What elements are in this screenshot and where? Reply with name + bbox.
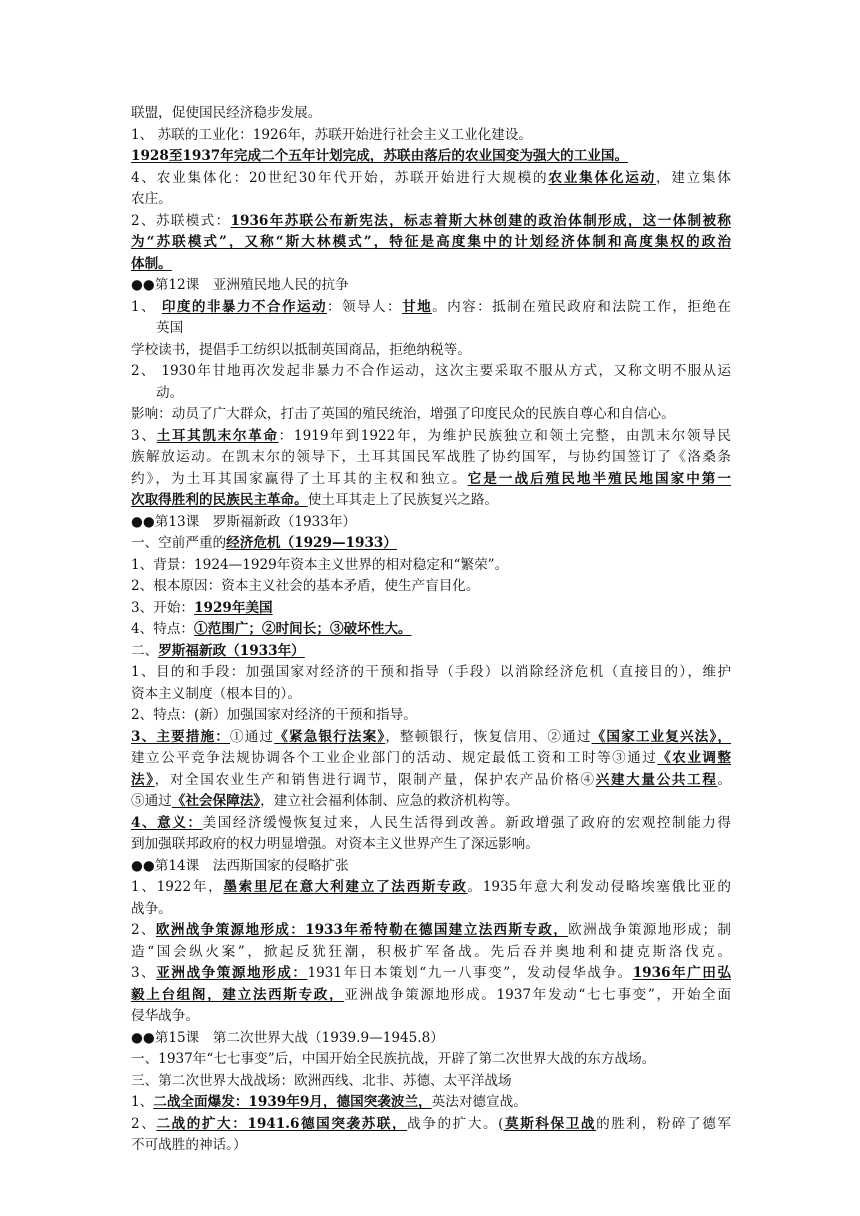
body-text: ，整顿银行，恢复信用、②通过 — [385, 728, 592, 745]
emphasis-text: 土耳其凯末尔革命 — [156, 427, 279, 444]
text-line — [131, 619, 731, 641]
body-text: 2、 1930年甘地再次发起非暴力不合作运动，这次主要采取不服从方式，又称文明不服从运 — [131, 363, 731, 379]
emphasis-text: 4、意义： — [131, 814, 203, 831]
body-text: ●●第12课 亚洲殖民地人民的抗争 — [131, 277, 349, 293]
body-text: 三、第二次世界大战战场：欧洲西线、北非、苏德、太平洋战场 — [131, 1072, 512, 1089]
text-line — [131, 404, 731, 426]
text-line — [131, 1092, 731, 1114]
emphasis-text: 体制。 — [131, 255, 172, 272]
body-text: 1、 — [131, 1094, 154, 1110]
body-text: 3、开始： — [131, 599, 195, 616]
text-line — [131, 168, 731, 190]
text-line — [131, 899, 731, 921]
body-text: ①通过 — [230, 728, 275, 745]
body-text: 2、 — [131, 1115, 157, 1132]
text-line — [131, 985, 731, 1007]
text-line — [131, 942, 731, 964]
emphasis-text: ①范围广；②时间长；③破坏性大。 — [194, 621, 412, 637]
text-line — [131, 189, 731, 211]
text-line — [131, 254, 731, 276]
emphasis-text: 印度的非暴力不合作运动 — [161, 298, 327, 315]
text-line — [131, 490, 731, 512]
text-line — [131, 705, 731, 727]
emphasis-text: 墨索里尼在意大利建立了法西斯专政 — [223, 879, 468, 895]
body-text: ⑤通过 — [131, 793, 172, 809]
emphasis-text: 二战的扩大：1941.6德国突袭苏联， — [156, 1115, 408, 1132]
text-line — [131, 555, 731, 577]
body-text: 2、根本原因：资本主义社会的基本矛盾，使生产盲目化。 — [131, 578, 480, 594]
emphasis-text: 3、主要措施： — [131, 728, 231, 745]
body-text: 英法对德宣战。 — [431, 1094, 527, 1110]
text-line — [131, 1028, 731, 1050]
body-text: 资本主义制度（根本目的）。 — [131, 685, 301, 702]
body-text: 约》，为土耳其国家赢得了土耳其的主权和独立。 — [131, 470, 468, 487]
emphasis-text: 次取得胜利的民族民主革命。 — [131, 492, 308, 508]
body-text: 一、空前严重的 — [131, 535, 227, 551]
emphasis-text: 《紧急银行法案》 — [274, 728, 386, 745]
body-text: 造“国会纵火案”，掀起反犹狂潮，积极扩军备战。先后吞并奥地利和捷克斯洛伐克。 — [131, 943, 731, 960]
body-text: 1、背景：1924—1929年资本主义世界的相对稳定和“繁荣”。 — [131, 556, 509, 573]
text-line — [131, 426, 731, 448]
document-page — [131, 103, 731, 1157]
emphasis-text: 1936年苏联公布新宪法，标志着斯大林创建的政治体制形成，这一体制被称 — [230, 212, 731, 229]
body-text: 动。 — [156, 384, 184, 401]
body-text: 1、 苏联的工业化：1926年，苏联开始进行社会主义工业化建设。 — [131, 126, 533, 143]
body-text: 学校读书，提倡手工纺织以抵制英国商品，拒绝纳税等。 — [131, 341, 471, 358]
body-text: 英国 — [156, 320, 184, 336]
text-line — [131, 211, 731, 233]
body-text: ●●第13课 罗斯福新政（1933年） — [131, 513, 357, 530]
text-line — [131, 447, 731, 469]
text-line — [131, 813, 731, 835]
emphasis-text: 甘地 — [402, 298, 433, 315]
text-line — [131, 469, 731, 491]
text-line — [131, 318, 731, 340]
body-text: 建立公平竞争法规协调各个工业企业部门的活动、规定最低工资和工时等③通过 — [131, 750, 658, 766]
text-line — [131, 770, 731, 792]
text-line — [131, 1049, 731, 1071]
emphasis-text: 1929年美国 — [194, 599, 273, 616]
emphasis-text: 1928至1937年完成二个五年计划完成，苏联由落后的农业国变为强大的工业国。 — [131, 148, 629, 164]
emphasis-text: 莫斯科保卫战 — [503, 1115, 597, 1132]
body-text: 侵华战争。 — [131, 1008, 199, 1024]
emphasis-text: 《社会保障法》 — [171, 793, 261, 809]
body-text: 1、1922年， — [131, 879, 224, 895]
text-line — [131, 727, 731, 749]
text-line — [131, 232, 731, 254]
text-line — [131, 1006, 731, 1028]
body-text: 1、 — [131, 298, 162, 315]
emphasis-text: 罗斯福新政（1933年） — [158, 642, 305, 659]
body-text: 战争的扩大。( — [407, 1115, 504, 1132]
body-text: 1、目的和手段：加强国家对经济的干预和指导（手段）以消除经济危机（直接目的），维护 — [131, 664, 731, 680]
body-text: ●●第14课 法西斯国家的侵略扩张 — [131, 857, 349, 874]
text-line — [131, 856, 731, 878]
text-line — [131, 383, 731, 405]
text-line — [131, 533, 731, 555]
emphasis-text: 1936年广田弘 — [632, 965, 731, 981]
emphasis-text: 亚洲战争策源地形成： — [156, 965, 308, 981]
text-line — [131, 1114, 731, 1136]
body-text: 使土耳其走上了民族复兴之路。 — [307, 492, 499, 508]
body-text: ●●第15课 第二次世界大战（1939.9—1945.8） — [131, 1029, 444, 1046]
body-text: 的胜利，粉碎了德军 — [596, 1115, 731, 1132]
emphasis-text: 《国家工业复兴法》， — [591, 728, 732, 745]
text-line — [131, 1135, 731, 1157]
text-line — [131, 297, 731, 319]
body-text: 1931年日本策划“九一八事变”，发动侵华战争。 — [307, 965, 633, 981]
text-line — [131, 791, 731, 813]
body-text: 欧洲战争策源地形成；制 — [568, 922, 731, 938]
emphasis-text: 农业集体化运动 — [548, 169, 656, 186]
emphasis-text: 毅上台组阁，建立法西斯专政， — [131, 986, 345, 1003]
emphasis-text: 经济危机（1929—1933） — [226, 535, 397, 551]
body-text: 。1935年意大利发动侵略埃塞俄比亚的 — [467, 879, 731, 895]
emphasis-text: 兴建大量公共工程 — [595, 771, 718, 788]
body-text: 2、苏联模式： — [131, 212, 231, 229]
body-text: ，建立集体 — [655, 169, 732, 186]
text-line — [131, 598, 731, 620]
body-text: 农庄。 — [131, 191, 172, 207]
body-text: 亚洲战争策源地形成。1937年发动“七七事变”，开始全面 — [344, 986, 731, 1003]
body-text: 。内容：抵制在殖民政府和法院工作，拒绝在 — [432, 298, 731, 315]
emphasis-text: 欧洲战争策源地形成：1933年希特勒在德国建立法西斯专政， — [155, 922, 569, 938]
body-text: ：1919年到1922年，为维护民族独立和领土完整，由凯末尔领导民 — [278, 427, 731, 444]
text-line — [131, 512, 731, 534]
body-text: 一、1937年“七七事变”后，中国开始全民族抗战，开辟了第二次世界大战的东方战场。 — [131, 1051, 656, 1067]
body-text: 战争。 — [131, 900, 172, 917]
emphasis-text: 它是一战后殖民地半殖民地国家中第一 — [467, 470, 732, 487]
body-text: 。 — [717, 771, 732, 788]
text-line — [131, 963, 731, 985]
body-text: ，建立社会福利体制、应急的救济机构等。 — [260, 793, 519, 809]
body-text: 4、特点： — [131, 621, 195, 637]
text-line — [131, 834, 731, 856]
body-text: 不可战胜的神话。） — [131, 1137, 247, 1153]
body-text: 3、 — [131, 965, 157, 981]
body-text: 联盟，促使国民经济稳步发展。 — [131, 105, 322, 121]
text-line — [131, 361, 731, 383]
emphasis-text: 《农业调整 — [657, 750, 732, 766]
body-text: 影响：动员了广大群众，打击了英国的殖民统治，增强了印度民众的民族自尊心和自信心。 — [131, 406, 675, 422]
emphasis-text: 法》 — [131, 771, 155, 788]
emphasis-text: 为“苏联模式”，又称“斯大林模式”，特征是高度集中的计划经济体制和高度集权的政治 — [131, 234, 731, 250]
text-line — [131, 340, 731, 362]
text-line — [131, 125, 731, 147]
text-line — [131, 576, 731, 598]
text-line — [131, 641, 731, 663]
body-text: 3、 — [131, 427, 157, 444]
text-line — [131, 748, 731, 770]
text-line — [131, 877, 731, 899]
body-text: 美国经济缓慢恢复过来，人民生活得到改善。新政增强了政府的宏观控制能力得 — [202, 814, 731, 831]
text-line — [131, 684, 731, 706]
text-line — [131, 662, 731, 684]
body-text: 4、农业集体化：20世纪30年代开始，苏联开始进行大规模的 — [131, 169, 549, 186]
body-text: 2、 — [131, 922, 156, 938]
text-line — [131, 103, 731, 125]
text-line — [131, 146, 731, 168]
body-text: ，对全国农业生产和销售进行调节，限制产量，保护农产品价格④ — [154, 771, 596, 788]
body-text: 二、 — [131, 642, 159, 659]
body-text: ：领导人： — [327, 298, 403, 315]
text-line — [131, 275, 731, 297]
body-text: 族解放运动。在凯末尔的领导下，土耳其国民军战胜了协约国军，与协约国签订了《洛桑条 — [131, 449, 731, 465]
text-line — [131, 920, 731, 942]
emphasis-text: 二战全面爆发：1939年9月，德国突袭波兰， — [153, 1094, 432, 1110]
body-text: 到加强联邦政府的权力明显增强。对资本主义世界产生了深远影响。 — [131, 836, 539, 852]
body-text: 2、特点：(新）加强国家对经济的干预和指导。 — [131, 707, 417, 723]
text-line — [131, 1071, 731, 1093]
